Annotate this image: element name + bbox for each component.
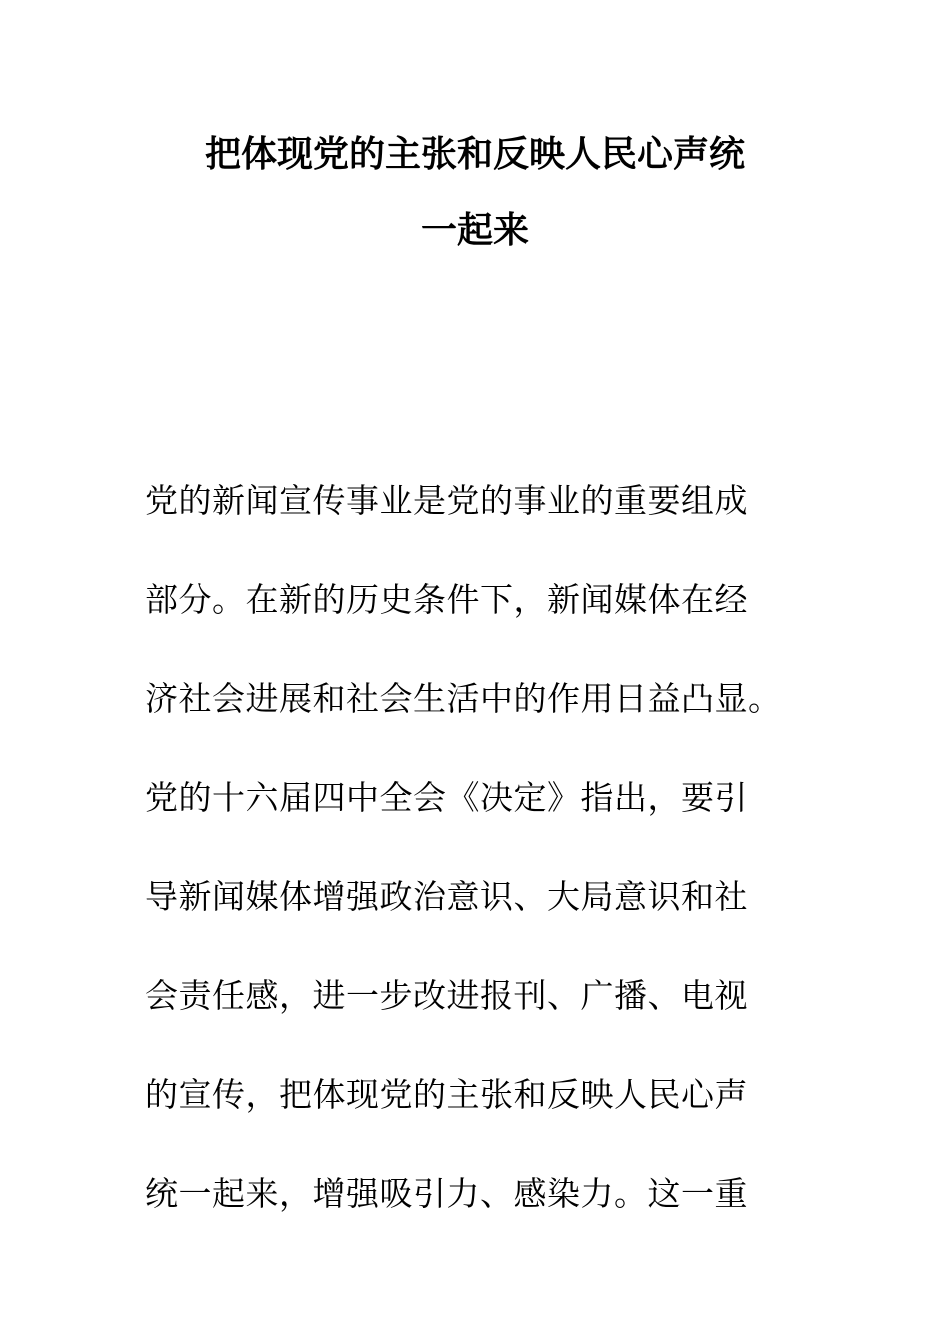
body-text-line-8: 统一起来，增强吸引力、感染力。这一重 (145, 1174, 748, 1213)
body-text-line-1: 党的新闻宣传事业是党的事业的重要组成 (145, 481, 748, 520)
body-text-line-3: 济社会进展和社会生活中的作用日益凸显。 (145, 679, 782, 718)
document-title-line-1: 把体现党的主张和反映人民心声统 (204, 133, 745, 175)
body-text-line-2: 部分。在新的历史条件下，新闻媒体在经 (145, 580, 748, 619)
document-title-line-2: 一起来 (420, 209, 529, 251)
body-text-line-6: 会责任感，进一步改进报刊、广播、电视 (145, 976, 748, 1015)
body-text-line-7: 的宣传，把体现党的主张和反映人民心声 (145, 1075, 748, 1114)
body-text-line-4: 党的十六届四中全会《决定》指出，要引 (145, 778, 748, 817)
body-text-line-5: 导新闻媒体增强政治意识、大局意识和社 (145, 877, 748, 916)
